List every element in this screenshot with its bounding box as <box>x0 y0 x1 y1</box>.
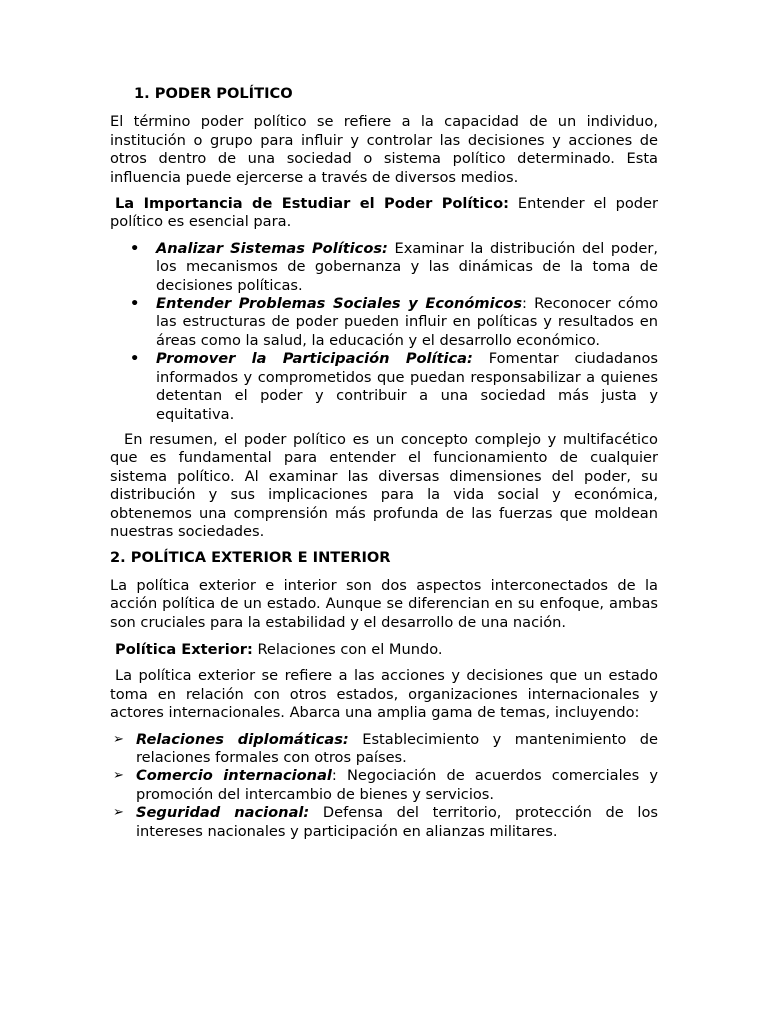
exterior-paragraph: La política exterior se refiere a las acciones y decisiones que un estado toma en relación con otros estados, organizaciones internacionales y actores internacionales. Abarca una amplia gama de temas, incluyendo: <box>110 667 658 722</box>
arrow-term: Seguridad nacional: <box>136 804 310 822</box>
bullet-icon: • <box>130 295 140 313</box>
exterior-subtitle: Relaciones con el Mundo. <box>252 640 443 658</box>
importance-text: Entender el poder político es esencial para. <box>110 195 658 231</box>
importance-bullet-list <box>110 240 658 424</box>
bullet-icon: • <box>130 239 140 257</box>
arrow-item <box>110 767 658 804</box>
section-1-intro: El término poder político se refiere a la capacidad de un individuo, institución o grupo para influir y controlar las decisiones y acciones de otros dentro de una sociedad o sistema político determinado. Esta influencia puede ejercerse a través de diversos medios. <box>110 113 658 186</box>
bullet-text: Examinar la distribución del poder, los mecanismos de gobernanza y las dinámicas de la toma de decisiones políticas. <box>156 239 658 294</box>
bullet-item <box>110 295 658 350</box>
arrow-icon: ➢ <box>113 768 124 784</box>
arrow-term: Relaciones diplomáticas: <box>136 730 349 748</box>
arrow-text: Establecimiento y mantenimiento de relaciones formales con otros países. <box>136 730 658 766</box>
section-1-title: 1. PODER POLÍTICO <box>134 85 293 102</box>
exterior-arrow-list <box>110 731 658 841</box>
bullet-text: : Reconocer cómo las estructuras de poder pueden influir en políticas y resultados en áreas como la salud, la educación y el desarrollo económico. <box>156 295 658 349</box>
bullet-item <box>110 240 658 295</box>
bullet-term: Analizar Sistemas Políticos: <box>156 239 388 257</box>
bullet-icon: • <box>130 350 140 368</box>
document-page <box>110 85 658 848</box>
section-2-title: 2. POLÍTICA EXTERIOR E INTERIOR <box>110 549 391 567</box>
arrow-text: Defensa del territorio, protección de los intereses nacionales y participación en alianzas militares. <box>136 804 658 840</box>
arrow-item <box>110 804 658 841</box>
importance-heading: La Importancia de Estudiar el Poder Político: <box>115 195 509 213</box>
exterior-heading: Política Exterior: <box>115 640 253 658</box>
bullet-term: Entender Problemas Sociales y Económicos <box>156 295 523 313</box>
importance-paragraph <box>110 195 658 232</box>
bullet-text: Fomentar ciudadanos informados y comprometidos que puedan responsabilizar a quienes detentan el poder y contribuir a una sociedad más justa y equitativa. <box>156 350 658 423</box>
exterior-heading-paragraph <box>110 641 658 659</box>
arrow-text: : Negociación de acuerdos comerciales y promoción del intercambio de bienes y servicios. <box>136 767 658 803</box>
section-2-intro: La política exterior e interior son dos aspectos interconectados de la acción política de un estado. Aunque se diferencian en su enfoque, ambas son cruciales para la estabilidad y el desarrollo de una nación. <box>110 576 658 631</box>
bullet-term: Promover la Participación Política: <box>156 350 473 368</box>
arrow-term: Comercio internacional <box>136 767 332 785</box>
bullet-item <box>110 350 658 424</box>
arrow-icon: ➢ <box>113 805 124 821</box>
summary-paragraph: En resumen, el poder político es un concepto complejo y multifacético que es fundamental para entender el funcionamiento de cualquier sistema político. Al examinar las diversas dimensiones del poder, su distribución y sus implicaciones para la vida social y económica, obtenemos una comprensión más profunda de las fuerzas que moldean nuestras sociedades. <box>110 430 658 540</box>
arrow-icon: ➢ <box>113 731 124 747</box>
arrow-item <box>110 731 658 768</box>
